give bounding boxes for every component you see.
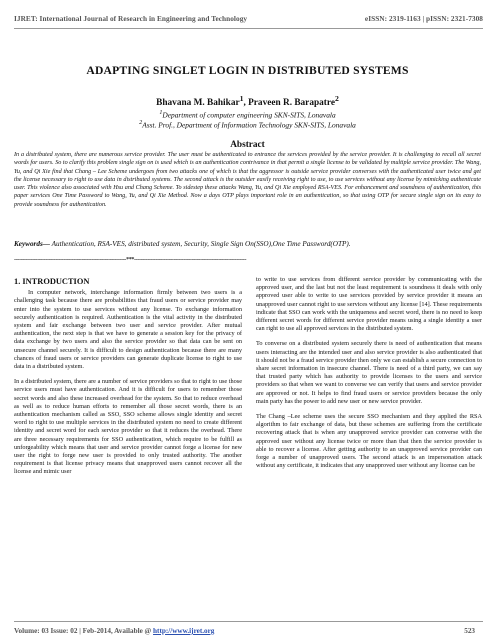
left-column [14, 278, 242, 484]
author-1-sup: 1 [239, 94, 244, 103]
paper-title: ADAPTING SINGLET LOGIN IN DISTRIBUTED SYSTEMS [86, 64, 409, 77]
section-separator: --------------------------------------------------------------------***-------------------------------------------------------------------- [14, 257, 247, 263]
paragraph: In computer network, interchange information firmly between two users is a challenging task because there are probabilities that fraud users or service provider may enter into the system to use services without any license. To exchange information securely authentication is required. Authentication is the vital activity in the distributed system and fair exchange between two user and service provider. After mutual authentication, the next step is that we have to generate a session key for the privacy of data exchange by two users and also the service provider so that data can be sent on unsecure channel securely. It is difficult to design authentication because there are many chances of fraud users or service providers can generate duplicate license to right to use data in a distributed system. [14, 289, 242, 371]
page-footer [14, 627, 475, 635]
affiliation-2 [0, 120, 495, 129]
paragraph: In a distributed system, there are a number of service providers so that to right to use those service users must have authentication. And it is difficult for users to remember those secret words and also these increased overhead for the system. So that to reduce overhead as well as to reduce human efforts to remember all those secret words, there is an authentication mechanism called as SSO, SSO scheme allows single identity and secret word to right to use multiple services in the distributed system no need to create different identity and secret word for each service provider so that it reduces the overhead. There are three necessary requirements for SSO authentication, which require to be fulfill as unforgeability which means that user and service provider cannot forge a license for new user the right to forge new user is provided to only trusted authority. The another requirement is that license privacy means that unapproved users cannot recover all the license and mimic user [14, 378, 242, 476]
section-heading-introduction: 1. INTRODUCTION [14, 277, 90, 286]
keywords-label: Keywords— [14, 240, 50, 248]
paragraph: The Chang –Lee scheme uses the secure SSO mechanism and they applied the RSA algorithm to fair exchange of data, but these schemes are suffering from the certificate recovering attack that is when any unapproved service provider can converse with the approved user without any license twice or more than that then the service provider is able to recover a license. After getting authority to an unapproved service provider can forge a number of unapproved users. The second attack is an impersonation attack without any certificate, it indicates that any unapproved user without any license can be [256, 413, 482, 470]
affiliation-1-sup: 1 [159, 110, 163, 116]
paragraph: To converse on a distributed system securely there is need of authentication that means users interacting are the intended user and also service provider is also authenticated that it should not be a fraud service provider then only we can establish a secure connection to share secret information in insecure channel. There is need of a third party, we can say that trusted party which has authority to provide licenses to the users and service providers so that when we want to converse we can verify that users and service provider are approved or not. It helps to find fraud users or service providers because the only main party has the power to add new user or new service provider. [256, 340, 482, 405]
abstract-body: In a distributed system, there are numerous service provider. The user must be authenticated to entrance the services provided by the service provider. It is challenging to recall all secret words for users. So to clarify this problem single sign on is used which is an authentication contrivance in that permit a single license to be validated by multiple service provider. The Wang, Yu, and Qi Xie find that Chang – Lee Scheme undergoes from two attacks one of which is that the aggressor is outside service provider converses with the authenticated user twice and get the license necessary to right to use data in distributed systems. The second attack is the outsider easily receiving right to use, to use services without any license by mimicking authenticate user. This violence also associated with Hsu and Chang Scheme. To sidestep these attacks Wang, Yu, and Qi Xie employed RSA-VES. For enhancement and soundness of authentication, this paper services One Time Password to Wang, Yu, and Qi Xie Method. Now a days OTP plays important role in an authentication, so that using OTP for secure single sign on its easy to provide soundness for authentication. [14, 152, 481, 208]
author-separator: , [243, 98, 249, 109]
footer-volume-text: Volume: 03 Issue: 02 | Feb-2014, Available @ [14, 627, 154, 635]
abstract-heading: Abstract [230, 140, 265, 150]
keywords [14, 240, 481, 248]
author-2: Praveen R. Barapatre [248, 98, 335, 109]
journal-link[interactable]: http://www.ijret.org [153, 627, 215, 635]
affiliation-1 [0, 110, 495, 119]
affiliation-1-text: Department of computer engineering SKN-SITS, Lonavala [162, 110, 336, 120]
author-line [0, 94, 495, 108]
journal-header [14, 14, 483, 23]
author-2-sup: 2 [334, 94, 339, 103]
issn-text: eISSN: 2319-1163 | pISSN: 2321-7308 [364, 14, 483, 23]
right-column [256, 276, 482, 477]
affiliation-2-sup: 2 [139, 120, 143, 126]
paragraph: to write to use services from different service provider by communicating with the approved user, and the last but not the least requirement is soundness it deals with only approved user able to write to use services provided by service provider it means an unapproved user cannot right to use services without any license [14]. These requirements indicate that SSO can work with the uniqueness and secret word, there is no need to keep different secret words for different service provider means using a single identity a user can right to use all approved services in the distributed system. [256, 276, 482, 333]
author-1: Bhavana M. Bahikar [156, 98, 240, 109]
journal-name: IJRET: International Journal of Research in Engineering and Technology [14, 14, 248, 23]
header-divider [14, 28, 483, 29]
page-number: 523 [464, 627, 475, 635]
footer-divider [14, 621, 483, 622]
affiliation-2-text: Asst. Prof., Department of Information Technology SKN-SITS, Lonavala [142, 120, 356, 130]
keywords-text: Authentication, RSA-VES, distributed system, Security, Single Sign On(SSO),One Time Password(OTP). [49, 240, 351, 248]
footer-volume [14, 627, 214, 635]
